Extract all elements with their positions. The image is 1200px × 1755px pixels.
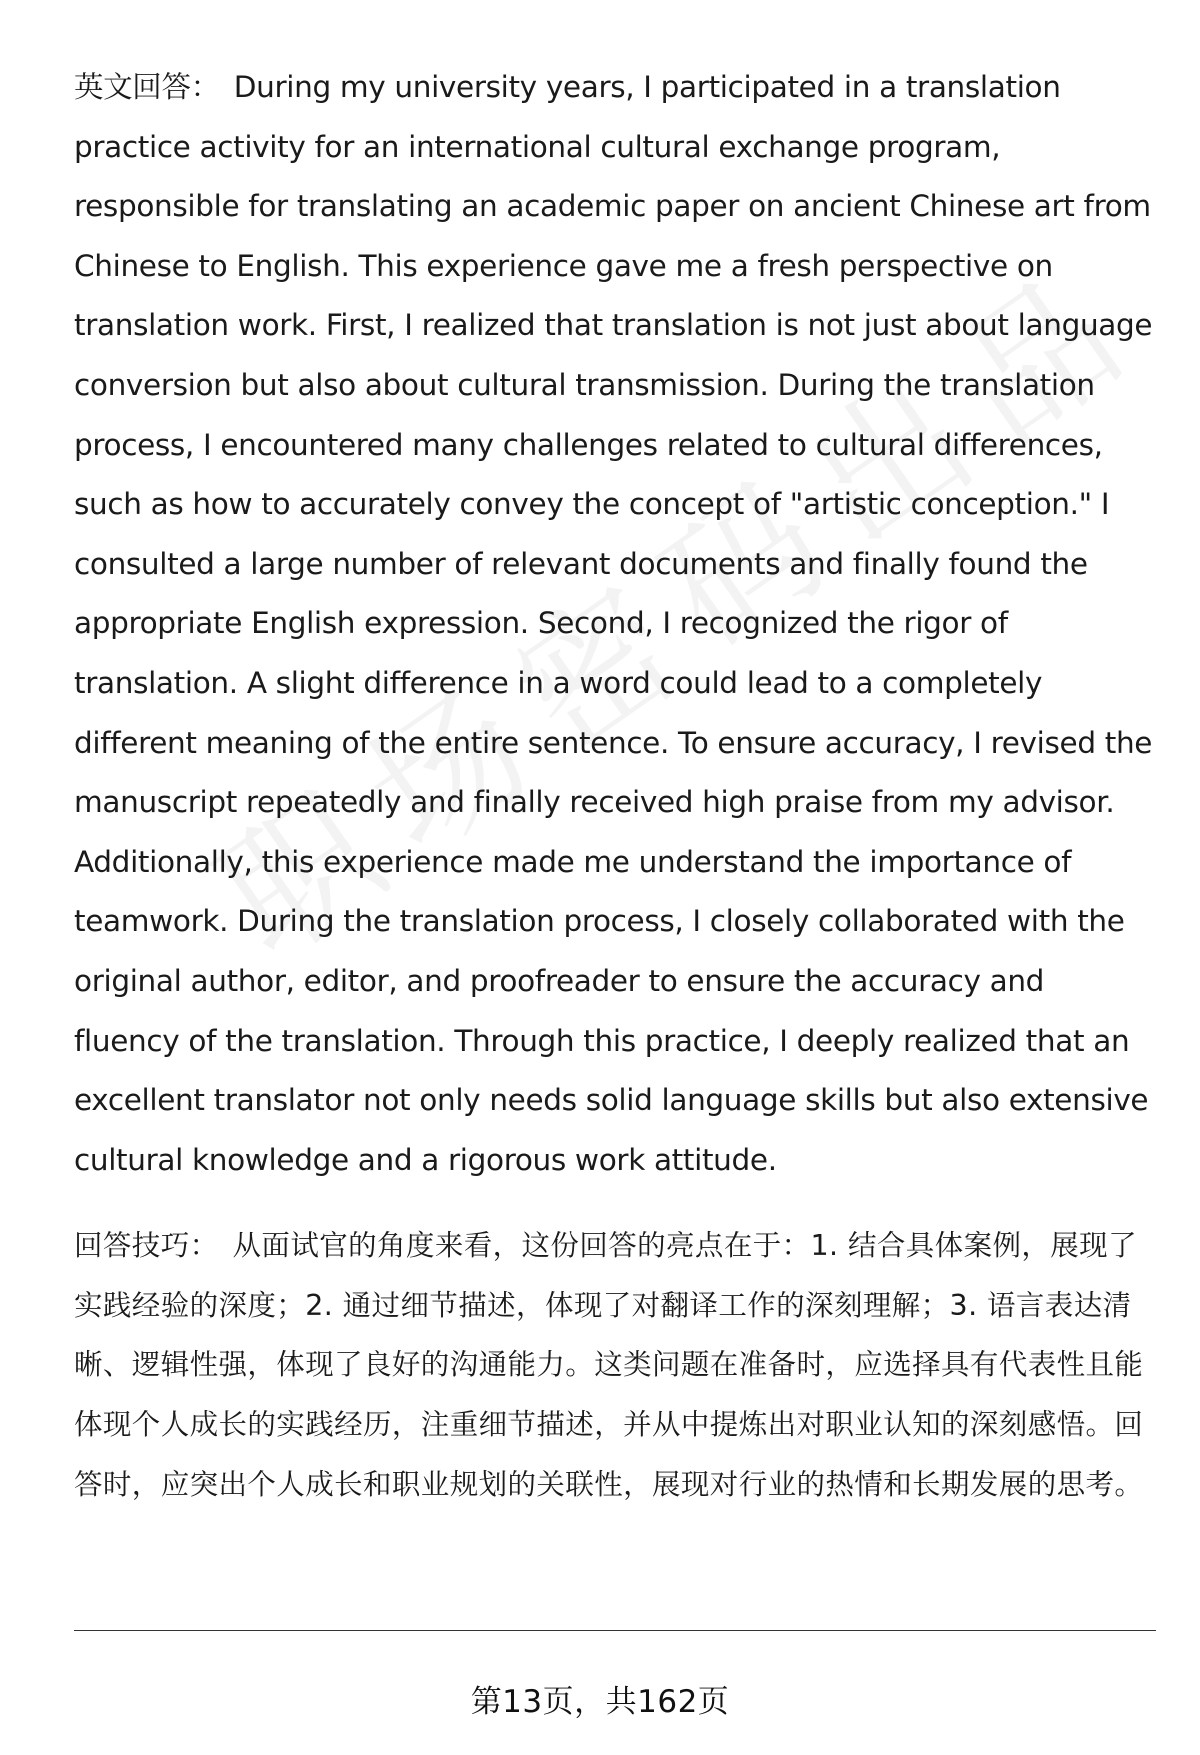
answer-tips-paragraph	[74, 1216, 1156, 1514]
answer-tips-text: 从面试官的角度来看，这份回答的亮点在于：1. 结合具体案例，展现了实践经验的深度；2. 通过细节描述，体现了对翻译工作的深刻理解；3. 语言表达清晰、逻辑性强，体现了良好的沟通能力。这类问题在准备时，应选择具有代表性且能体现个人成长的实践经历，注重细节描述，并从中提炼出对职业认知的深刻感悟。回答时，应突出个人成长和职业规划的关联性，展现对行业的热情和长期发展的思考。	[74, 1229, 1144, 1501]
english-answer-paragraph	[74, 58, 1156, 1190]
english-answer-label: 英文回答：	[74, 70, 220, 104]
page-content	[74, 58, 1156, 1514]
answer-tips-label: 回答技巧：	[74, 1229, 219, 1263]
page-number: 第13页，共162页	[470, 1684, 730, 1720]
english-answer-text: During my university years, I participated in a translation practice activity for an international cultural exchange program, responsible for translating an academic paper on ancient Chinese art from Chinese to English. This experience gave me a fresh perspective on translation work. First, I realized that translation is not just about language conversion but also about cultural transmission. During the translation process, I encountered many challenges related to cultural differences, such as how to accurately convey the concept of "artistic conception." I consulted a large number of relevant documents and finally found the appropriate English expression. Second, I recognized the rigor of translation. A slight difference in a word could lead to a completely different meaning of the entire sentence. To ensure accuracy, I revised the manuscript repeatedly and finally received high praise from my advisor. Additionally, this experience made me understand the importance of teamwork. During the translation process, I closely collaborated with the original author, editor, and proofreader to ensure the accuracy and fluency of the translation. Through this practice, I deeply realized that an excellent translator not only needs solid language skills but also extensive cultural knowledge and a rigorous work attitude.	[74, 70, 1153, 1177]
footer-divider	[74, 1630, 1156, 1631]
